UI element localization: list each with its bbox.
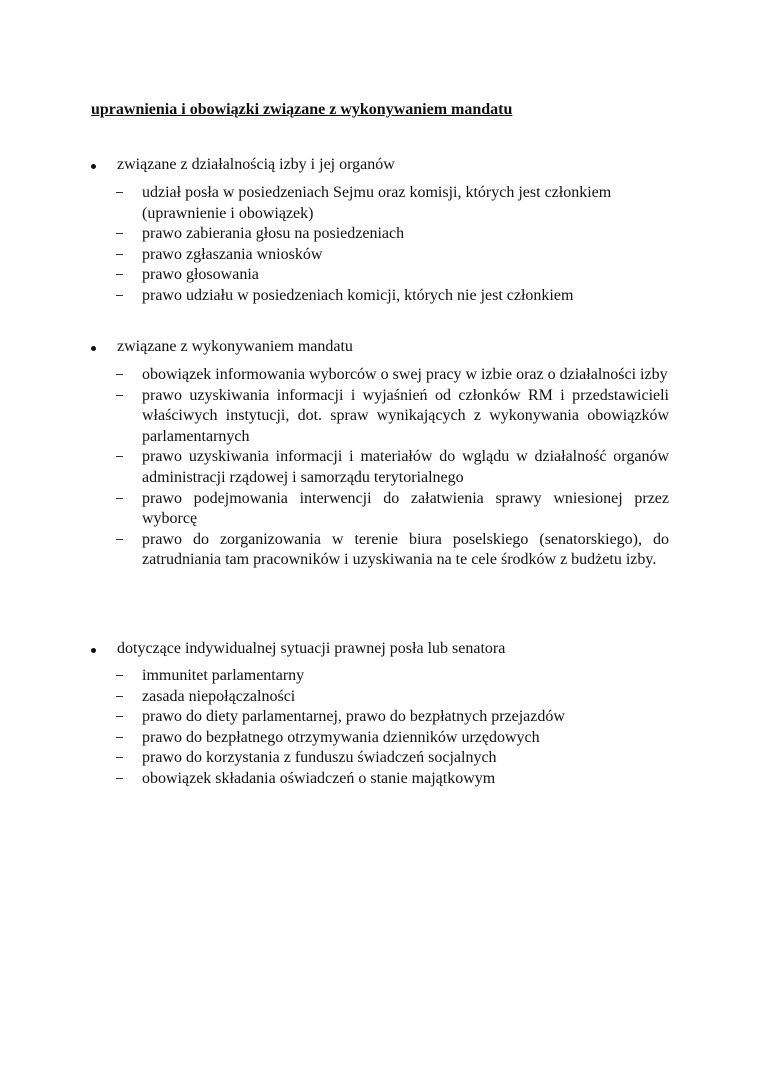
section-heading-row xyxy=(0,155,760,177)
section-legal-situation xyxy=(0,639,760,790)
list-item xyxy=(0,183,760,224)
list-item-text: prawo uzyskiwania informacji i wyjaśnień od członków RM i przedstawicieli właściwych instytucji, dot. spraw wynikających z wykonywania obowiązków parlamentarnych xyxy=(142,386,669,445)
section-items xyxy=(0,365,760,571)
list-item xyxy=(0,687,760,708)
list-item-text: prawo zgłaszania wniosków xyxy=(142,245,323,263)
dash-icon xyxy=(116,192,123,193)
dash-icon xyxy=(116,737,123,738)
list-item-text: prawo uzyskiwania informacji i materiałów do wglądu w działalność organów administracji rządowej i samorządu terytorialnego xyxy=(142,448,669,486)
list-item xyxy=(0,707,760,728)
list-item-text: prawo do zorganizowania w terenie biura poselskiego (senatorskiego), do zatrudniania tam pracowników i uzyskiwania na te cele środków z budżetu izby. xyxy=(142,530,669,569)
dash-icon xyxy=(116,716,123,717)
section-heading: związane z wykonywaniem mandatu xyxy=(117,338,353,355)
list-item-text: prawo podejmowania interwencji do załatwienia sprawy wniesionej przez wyborcę xyxy=(142,489,669,528)
list-item-text: udział posła w posiedzeniach Sejmu oraz komisji, których jest członkiem (uprawnienie i obowiązek) xyxy=(142,184,612,222)
bullet-icon xyxy=(91,346,96,351)
list-item-text: prawo głosowania xyxy=(142,266,259,284)
dash-icon xyxy=(116,233,123,234)
list-item-text: obowiązek składania oświadczeń o stanie majątkowym xyxy=(142,769,496,787)
dash-icon xyxy=(116,456,123,457)
section-items xyxy=(0,666,760,790)
dash-icon xyxy=(116,539,123,540)
document-title: uprawnienia i obowiązki związane z wykonywaniem mandatu xyxy=(91,101,513,118)
dash-icon xyxy=(116,696,123,697)
list-item xyxy=(0,245,760,266)
list-item xyxy=(0,286,760,307)
list-item-text: obowiązek informowania wyborców o swej pracy w izbie oraz o działalności izby xyxy=(142,366,668,383)
bullet-icon xyxy=(91,648,96,653)
section-heading: związane z działalnością izby i jej organów xyxy=(117,156,395,173)
list-item-text: prawo zabierania głosu na posiedzeniach xyxy=(142,225,405,243)
section-activity-of-chamber xyxy=(0,155,760,307)
dash-icon xyxy=(116,757,123,758)
list-item xyxy=(0,728,760,749)
dash-icon xyxy=(116,395,123,396)
list-item xyxy=(0,224,760,245)
list-item-text: prawo do korzystania z funduszu świadczeń socjalnych xyxy=(142,749,497,767)
dash-icon xyxy=(116,295,123,296)
list-item xyxy=(0,265,760,286)
section-items xyxy=(0,183,760,307)
list-item xyxy=(0,447,760,488)
dash-icon xyxy=(116,374,123,375)
section-heading-row xyxy=(0,639,760,661)
dash-icon xyxy=(116,675,123,676)
list-item-text: prawo do diety parlamentarnej, prawo do bezpłatnych przejazdów xyxy=(142,708,565,726)
list-item xyxy=(0,769,760,790)
section-mandate-execution xyxy=(0,337,760,571)
list-item xyxy=(0,365,760,386)
list-item-text: prawo do bezpłatnego otrzymywania dzienników urzędowych xyxy=(142,728,540,746)
list-item xyxy=(0,666,760,687)
bullet-icon xyxy=(91,164,96,169)
list-item-text: zasada niepołączalności xyxy=(142,687,296,705)
dash-icon xyxy=(116,778,123,779)
dash-icon xyxy=(116,274,123,275)
list-item-text: prawo udziału w posiedzeniach komicji, których nie jest członkiem xyxy=(142,286,574,304)
dash-icon xyxy=(116,498,123,499)
list-item xyxy=(0,386,760,448)
list-item-text: immunitet parlamentarny xyxy=(142,667,305,684)
dash-icon xyxy=(116,254,123,255)
list-item xyxy=(0,530,760,571)
section-heading-row xyxy=(0,337,760,359)
section-heading: dotyczące indywidualnej sytuacji prawnej posła lub senatora xyxy=(117,640,506,657)
list-item xyxy=(0,489,760,530)
list-item xyxy=(0,748,760,769)
